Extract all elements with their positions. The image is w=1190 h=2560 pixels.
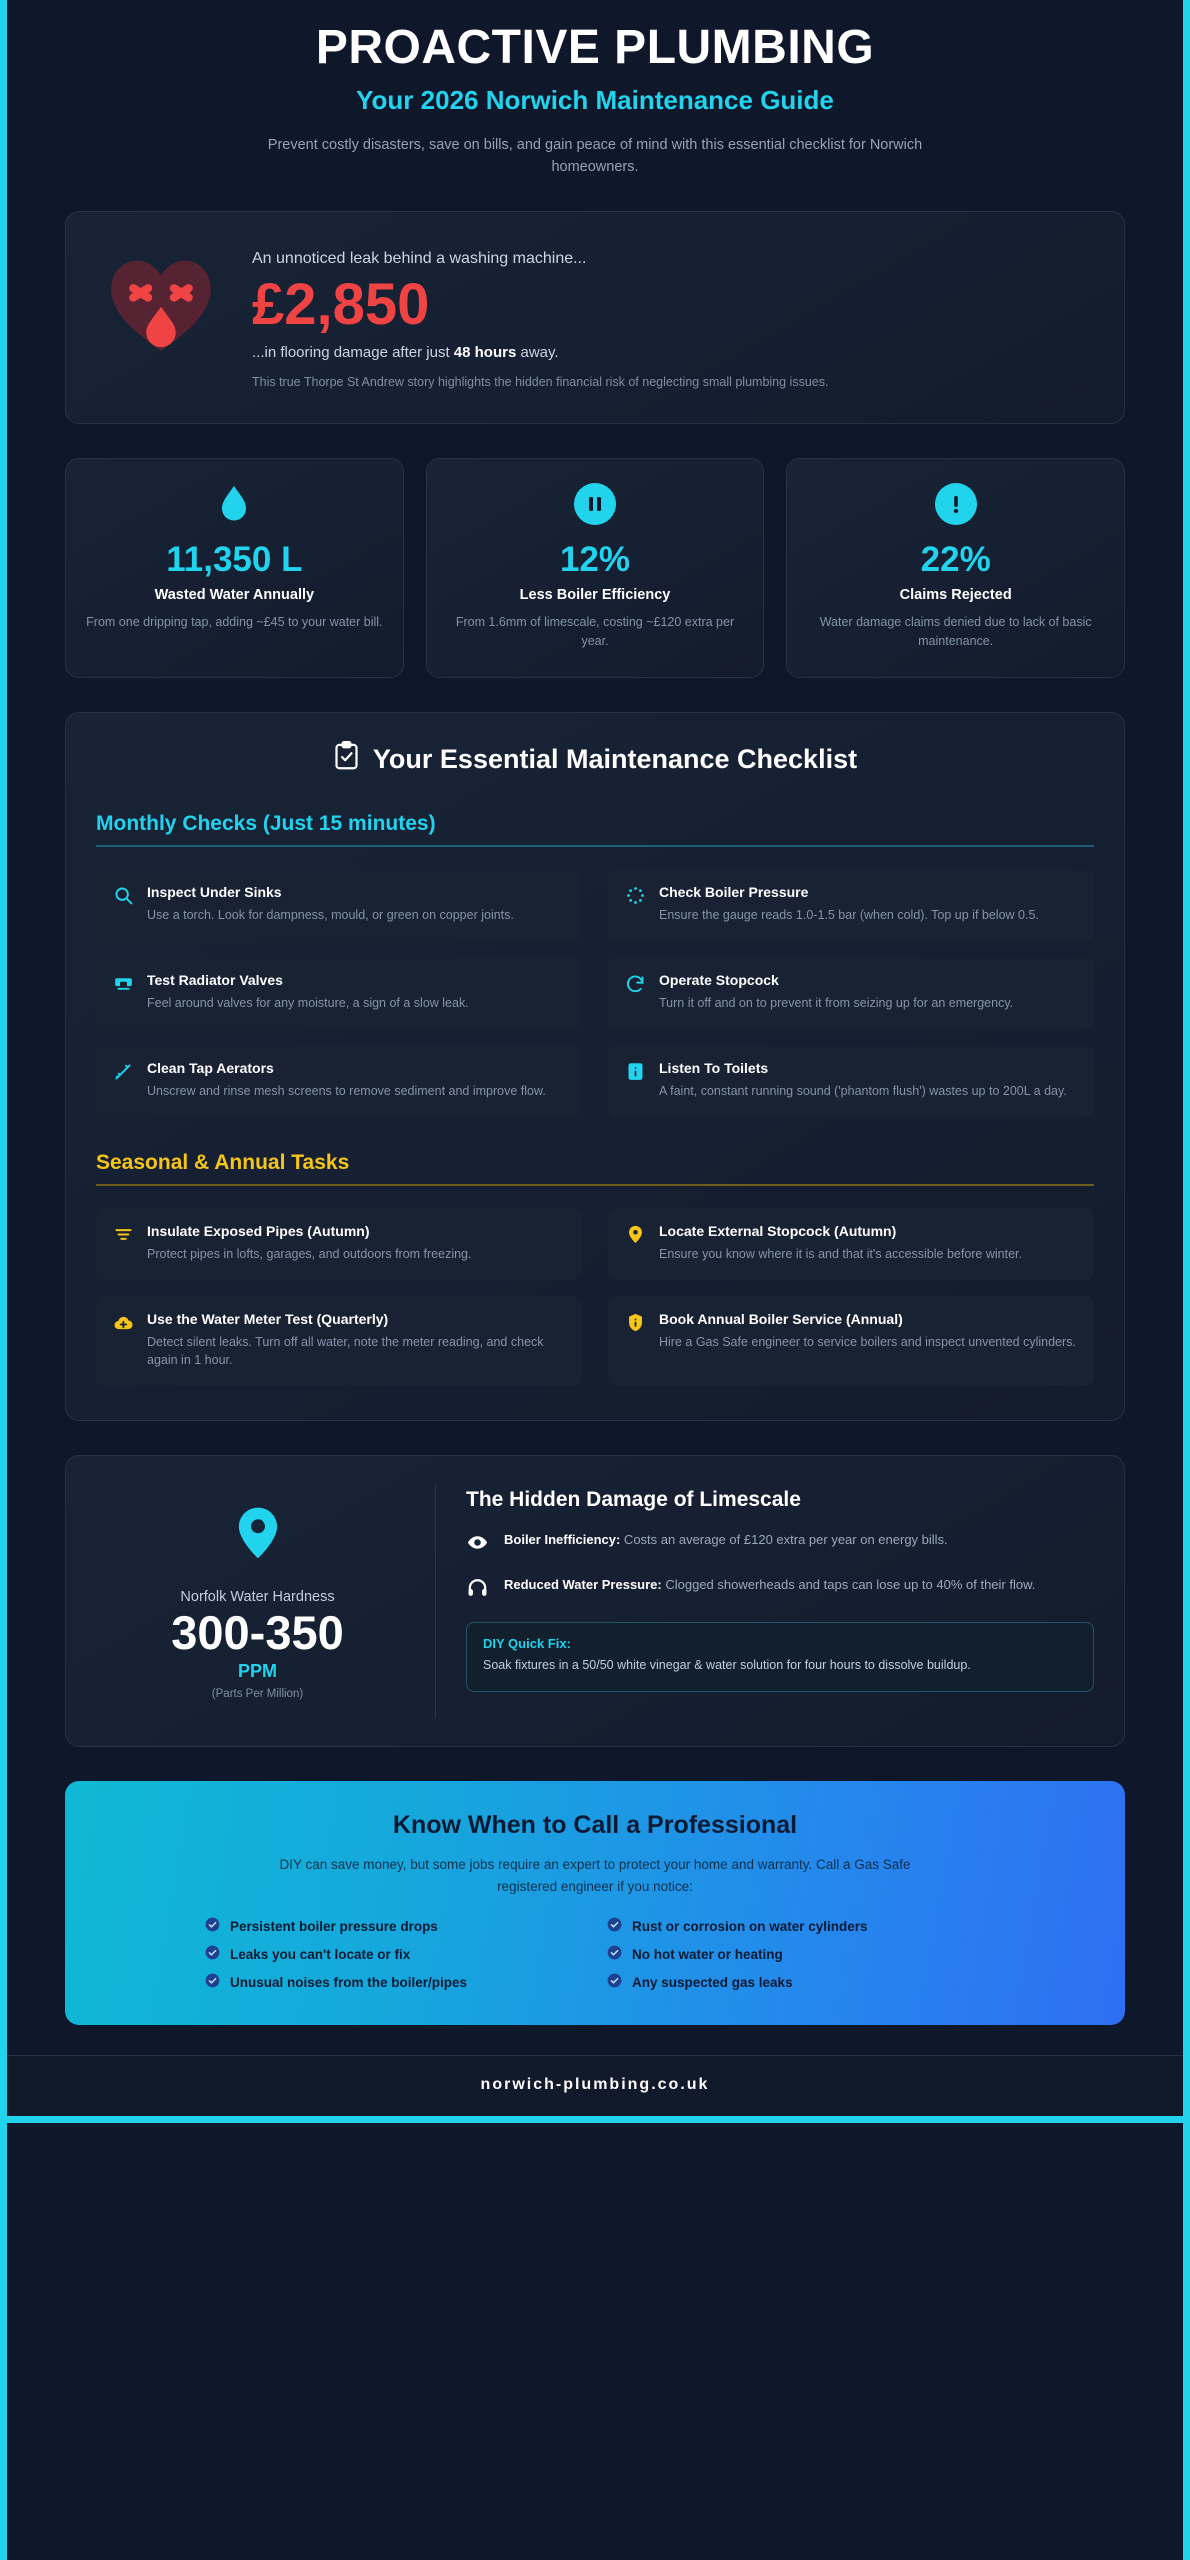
professional-sign-item	[205, 1973, 583, 1991]
check-circle-icon	[205, 1973, 220, 1991]
hardness-label: Norfolk Water Hardness	[180, 1589, 335, 1606]
info-toilet-icon	[624, 1061, 646, 1083]
task-description: Unscrew and rinse mesh screens to remove sediment and improve flow.	[147, 1083, 546, 1098]
stat-value: 11,350 L	[166, 539, 303, 579]
task-description: Use a torch. Look for dampness, mould, or green on copper joints.	[147, 907, 514, 922]
task-title: Listen To Toilets	[659, 1059, 769, 1076]
wand-clean-icon	[112, 1061, 134, 1083]
quick-fix-text: Soak fixtures in a 50/50 white vinegar & water solution for four hours to dissolve buildup.	[483, 1658, 971, 1673]
insulation-lines-icon	[112, 1224, 134, 1246]
thermometer-pause-icon	[574, 483, 616, 525]
disaster-note: This true Thorpe St Andrew story highlights the hidden financial risk of neglecting small plumbing issues.	[252, 375, 829, 390]
limescale-item-bold: Boiler Inefficiency:	[504, 1532, 621, 1548]
limescale-item-body: Costs an average of £120 extra per year on energy bills.	[620, 1532, 948, 1548]
limescale-item-boiler-inefficiency	[466, 1530, 1094, 1559]
seasonal-tasks-grid	[96, 1208, 1094, 1387]
limescale-item-body: Clogged showerheads and taps can lose up to 40% of their flow.	[661, 1577, 1036, 1593]
bottom-accent-rule	[7, 2116, 1183, 2123]
disaster-subtext	[252, 344, 1094, 361]
task-title: Clean Tap Aerators	[147, 1059, 274, 1076]
task-clean-tap-aerators[interactable]	[96, 1045, 582, 1117]
clipboard-check-icon	[333, 741, 360, 778]
page-title: PROACTIVE PLUMBING	[315, 21, 875, 74]
search-magnifier-icon	[112, 885, 134, 907]
hardness-unit: PPM	[237, 1660, 277, 1681]
limescale-details	[466, 1484, 1094, 1718]
professional-sign-label: Rust or corrosion on water cylinders	[632, 1918, 868, 1934]
check-circle-icon	[607, 1917, 622, 1935]
disaster-story-card	[65, 211, 1125, 424]
page-intro: Prevent costly disasters, save on bills, and gain peace of mind with this essential checklist for Norwich homeowners.	[267, 136, 923, 176]
professional-sign-item	[205, 1945, 583, 1963]
task-check-boiler-pressure[interactable]	[608, 869, 1094, 941]
professional-signs-grid	[205, 1917, 985, 1991]
task-description: Turn it off and on to prevent it from seizing up for an emergency.	[659, 995, 1014, 1010]
task-description: Ensure the gauge reads 1.0-1.5 bar (when cold). Top up if below 0.5.	[659, 907, 1039, 922]
limescale-item-reduced-pressure	[466, 1575, 1094, 1604]
stat-card-wasted-water	[65, 458, 404, 678]
task-title: Test Radiator Valves	[147, 971, 283, 988]
professional-sign-item	[607, 1917, 985, 1935]
alert-exclamation-icon	[935, 483, 977, 525]
task-description: Ensure you know where it is and that it's accessible before winter.	[659, 1246, 1022, 1261]
infographic-page	[7, 0, 1183, 2123]
task-description: Protect pipes in lofts, garages, and outdoors from freezing.	[147, 1246, 472, 1261]
task-title: Inspect Under Sinks	[147, 883, 282, 900]
limescale-item-bold: Reduced Water Pressure:	[504, 1577, 662, 1593]
professional-title: Know When to Call a Professional	[392, 1810, 798, 1839]
professional-sign-label: Any suspected gas leaks	[632, 1974, 793, 1990]
task-description: A faint, constant running sound ('phantom flush') wastes up to 200L a day.	[659, 1083, 1067, 1098]
stat-description: Water damage claims denied due to lack of basic maintenance.	[819, 615, 1092, 649]
quick-fix-title: DIY Quick Fix:	[483, 1636, 571, 1652]
limescale-section	[65, 1455, 1125, 1747]
professional-sign-label: Unusual noises from the boiler/pipes	[230, 1974, 468, 1990]
professional-sign-label: No hot water or heating	[632, 1946, 783, 1962]
professional-intro: DIY can save money, but some jobs require an expert to protect your home and warranty. Call a Gas Safe registered engineer if you notice:	[279, 1856, 911, 1894]
task-title: Use the Water Meter Test (Quarterly)	[147, 1310, 389, 1327]
meter-plus-icon	[112, 1312, 134, 1334]
task-title: Check Boiler Pressure	[659, 883, 809, 900]
footer-website: norwich-plumbing.co.uk	[480, 2076, 710, 2094]
stat-label: Wasted Water Annually	[154, 587, 315, 604]
stat-value: 12%	[559, 539, 631, 579]
professional-sign-item	[607, 1945, 985, 1963]
diy-quick-fix-box	[466, 1622, 1094, 1691]
disaster-lead: An unnoticed leak behind a washing machine...	[252, 249, 587, 267]
map-pin-icon	[624, 1224, 646, 1246]
task-book-annual-boiler-service[interactable]	[608, 1296, 1094, 1387]
disaster-body	[252, 238, 1094, 393]
stat-value: 22%	[920, 539, 991, 579]
shield-info-icon	[624, 1312, 646, 1334]
check-circle-icon	[205, 1917, 220, 1935]
water-hardness-panel	[96, 1484, 436, 1718]
disaster-amount: £2,850	[252, 271, 430, 337]
limescale-title: The Hidden Damage of Limescale	[466, 1488, 801, 1512]
task-title: Insulate Exposed Pipes (Autumn)	[147, 1222, 370, 1239]
eye-icon	[466, 1531, 490, 1559]
task-title: Locate External Stopcock (Autumn)	[659, 1222, 897, 1239]
check-circle-icon	[607, 1973, 622, 1991]
pressure-gauge-icon	[624, 885, 646, 907]
check-circle-icon	[205, 1945, 220, 1963]
map-pin-icon	[96, 1502, 419, 1569]
professional-sign-item	[205, 1917, 583, 1935]
task-insulate-exposed-pipes[interactable]	[96, 1208, 582, 1280]
page-footer	[7, 2055, 1183, 2116]
task-title: Book Annual Boiler Service (Annual)	[659, 1310, 903, 1327]
professional-sign-label: Persistent boiler pressure drops	[230, 1918, 438, 1934]
radiator-icon	[112, 973, 134, 995]
call-professional-section	[65, 1781, 1125, 2025]
professional-sign-label: Leaks you can't locate or fix	[230, 1946, 411, 1962]
task-title: Operate Stopcock	[659, 971, 779, 988]
task-inspect-under-sinks[interactable]	[96, 869, 582, 941]
stat-description: From one dripping tap, adding ~£45 to your water bill.	[86, 615, 383, 630]
checklist-heading	[96, 741, 1094, 778]
task-listen-to-toilets[interactable]	[608, 1045, 1094, 1117]
task-locate-external-stopcock[interactable]	[608, 1208, 1094, 1280]
stat-card-claims-rejected	[786, 458, 1125, 678]
hardness-value: 300-350	[171, 1606, 344, 1660]
check-circle-icon	[607, 1945, 622, 1963]
task-test-radiator-valves[interactable]	[96, 957, 582, 1029]
task-description: Feel around valves for any moisture, a sign of a slow leak.	[147, 995, 469, 1010]
disaster-sub-bold: 48 hours	[453, 344, 517, 362]
task-description: Hire a Gas Safe engineer to service boilers and inspect unvented cylinders.	[659, 1334, 1076, 1349]
task-water-meter-test[interactable]	[96, 1296, 582, 1387]
disaster-sub-before: ...in flooring damage after just	[252, 344, 454, 362]
stat-label: Claims Rejected	[899, 587, 1012, 604]
page-header	[65, 0, 1125, 205]
rotate-refresh-icon	[624, 973, 646, 995]
checklist-title-text: Your Essential Maintenance Checklist	[372, 743, 858, 774]
task-description: Detect silent leaks. Turn off all water, note the meter reading, and check again in 1 hour.	[147, 1334, 544, 1368]
monthly-checks-grid	[96, 869, 1094, 1117]
task-operate-stopcock[interactable]	[608, 957, 1094, 1029]
checklist-section	[65, 712, 1125, 1421]
water-drop-icon	[213, 483, 255, 525]
disaster-sub-after: away.	[516, 344, 559, 362]
headphones-icon	[466, 1576, 490, 1604]
seasonal-tasks-heading: Seasonal & Annual Tasks	[96, 1151, 1094, 1186]
stat-description: From 1.6mm of limescale, costing ~£120 extra per year.	[455, 615, 735, 649]
stat-label: Less Boiler Efficiency	[519, 587, 671, 604]
stat-card-boiler-efficiency	[426, 458, 765, 678]
professional-sign-item	[607, 1973, 985, 1991]
hardness-note: (Parts Per Million)	[211, 1687, 304, 1700]
limescale-item-text	[504, 1530, 948, 1550]
page-subtitle: Your 2026 Norwich Maintenance Guide	[356, 84, 834, 115]
stats-row	[65, 458, 1125, 678]
monthly-checks-heading: Monthly Checks (Just 15 minutes)	[96, 812, 1094, 847]
limescale-item-text	[504, 1575, 1035, 1595]
broken-heart-drop-icon	[96, 238, 226, 368]
